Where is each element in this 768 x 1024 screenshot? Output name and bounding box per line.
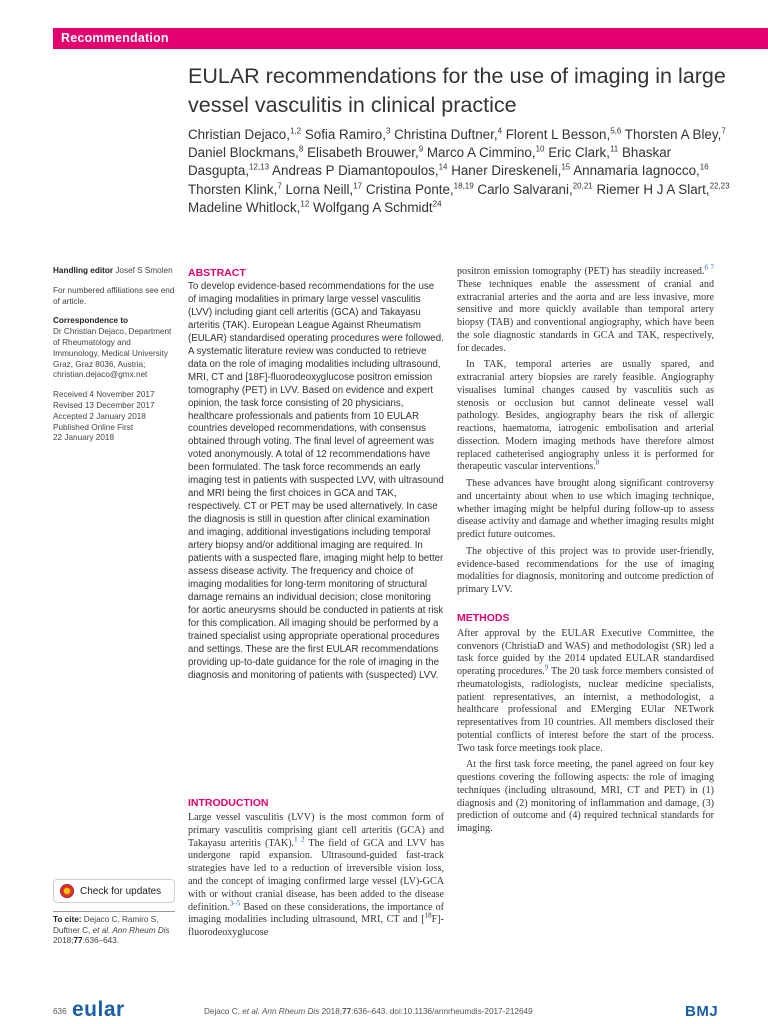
reference-link[interactable]: 8 (595, 458, 600, 467)
author-affiliation[interactable]: 16 (699, 162, 709, 172)
body-paragraph (457, 359, 714, 474)
author-affiliation[interactable]: 8 (298, 144, 304, 154)
crossmark-icon (60, 884, 74, 898)
date-published-label: Published Online First (53, 422, 134, 432)
author-affiliation[interactable]: 7 (721, 126, 726, 136)
page-number: 636 (53, 1007, 67, 1016)
check-for-updates-label: Check for updates (80, 885, 162, 897)
author-affiliation[interactable]: 24 (432, 199, 442, 209)
author-name: Madeline Whitlock, (188, 199, 301, 215)
correspondence (53, 316, 175, 381)
footer-authors: Dejaco C, (204, 1007, 243, 1016)
bmj-logo: BMJ (685, 1003, 719, 1020)
author-name: Lorna Neill, (281, 181, 354, 197)
footer-journal: et al. Ann Rheum Dis (242, 1007, 320, 1016)
author-affiliation[interactable]: 7 (277, 181, 282, 191)
handling-editor-label: Handling editor (53, 266, 114, 275)
intro-text-2: The field of GCA and LVV has undergone rapid expansion. Ultrasound-guided fast-track strategies have led to a reduction of irreversible vision loss, and the concept of imaging confirmed large vessel (LV)-GCA with or without cranial disease, has been added to the disease definition. (188, 837, 445, 913)
author-name: Daniel Blockmans, (188, 145, 299, 161)
date-accepted: Accepted 2 January 2018 (53, 411, 146, 421)
author-name: Annamaria Iagnocco, (570, 163, 700, 179)
body-text: positron emission tomography (PET) has steadily increased. (457, 266, 705, 277)
body-text: These techniques enable the assessment of cranial and extracranial arteries and the aorta and are less invasive, more sensitive and more quickly available than temporal artery biopsy (TAB) and conventional angiography, which have been the sole diagnostic standards in GCA and TAK, respectively, for decades. (457, 278, 714, 354)
author-affiliation[interactable]: 20,21 (572, 181, 593, 191)
intro-text-3: Based on these considerations, the importance of imaging modalities including ultrasound, MRI, CT and [ (188, 901, 444, 926)
citation-authors: Dejaco C, Ramiro S, Duftner C, (53, 915, 159, 935)
abstract-heading: ABSTRACT (188, 267, 246, 279)
methods-heading: METHODS (457, 611, 510, 624)
citation-year: 2018; (53, 936, 74, 946)
author-name: Marco A Cimmino, (423, 145, 536, 161)
author-affiliation[interactable]: 4 (497, 126, 503, 136)
intro-text-4: F]-fluorodeoxyglucose (188, 914, 444, 939)
body-text: After approval by the EULAR Executive Committee, the convenors (ChristiaD and WAS) and methodologist (SR) led a task force guided by the 2014 updated EULAR standardised operating procedures. (457, 627, 714, 677)
section-banner: Recommendation (53, 28, 768, 49)
handling-editor-name: Josef S Smolen (113, 266, 173, 275)
author-affiliation[interactable]: 22,23 (709, 181, 730, 191)
footer-citation (204, 1007, 533, 1016)
author-name: Bhaskar Dasgupta, (188, 145, 672, 179)
right-column (457, 263, 715, 840)
author-name: Eric Clark, (544, 145, 610, 161)
author-name: Carlo Salvarani, (473, 181, 573, 197)
affiliations-note: For numbered affiliations see end of article. (53, 285, 175, 306)
body-text: In TAK, temporal arteries are usually spared, and extracranial artery biopsies are rarely feasible. Angiography visualises luminal changes caused by vasculitis such as stenosis or occlusion but cannot delineate vessel wall pathology. Besides, angiography bears the risk of allergic reactions, haematoma, iatrogenic embolisation and arterial dissection. Modern imaging methods have therefore almost replaced catheterised angiography unless it is performed for therapeutic vascular interventions. (457, 359, 714, 473)
correspondence-label: Correspondence to (53, 316, 129, 326)
introduction-paragraph (188, 812, 444, 940)
author-affiliation[interactable]: 15 (561, 162, 571, 172)
author-affiliation[interactable]: 1,2 (289, 126, 302, 136)
footer-volume: 77 (342, 1007, 352, 1016)
correspondence-text[interactable]: Dr Christian Dejaco, Department of Rheumatology and Immunology, Medical University Graz, Graz 8036, Austria; christian.dejaco@gmx.net (53, 327, 172, 380)
reference-link[interactable]: 3–5 (229, 899, 241, 908)
reference-link[interactable]: 1 2 (294, 835, 305, 844)
author-affiliation[interactable]: 11 (609, 144, 619, 154)
author-name: Andreas P Diamantopoulos, (269, 163, 439, 179)
check-for-updates-button[interactable] (53, 879, 175, 903)
author-name: Christina Duftner, (390, 127, 498, 142)
author-name: Haner Direskeneli, (447, 163, 562, 179)
author-name: Riemer H J A Slart, (592, 181, 710, 197)
date-published: 22 January 2018 (53, 433, 114, 443)
intro-text-1: Large vessel vasculitis (LVV) is the most common form of primary vasculitis comprising giant cell arteritis (GCA) and Takayasu arteritis (TAK). (188, 812, 444, 849)
author-name: Thorsten Klink, (188, 181, 278, 197)
author-affiliation[interactable]: 3 (385, 126, 391, 136)
body-paragraph: These advances have brought along significant controversy and uncertainty about when to use which imaging technique, whether imaging might be helpful during follow-up to assess disease activity and damage and whether imaging results might predict future outcomes. (457, 478, 714, 540)
author-name: Elisabeth Brouwer, (303, 145, 419, 161)
methods-paragraph: At the first task force meeting, the panel agreed on four key questions covering the following aspects: the role of imaging techniques (including ultrasound, MRI, CT and PET) in (1) diagnosis and (2) monitoring of inflammation and damage, (3) prediction of outcome and (4) required technical standards for imaging. (457, 759, 714, 834)
author-name: Florent L Besson, (502, 127, 611, 142)
citation-label: To cite: (53, 915, 82, 924)
isotope-superscript: 18 (424, 912, 432, 921)
author-affiliation[interactable]: 12,13 (249, 162, 270, 172)
article-dates (53, 390, 175, 444)
citation-pages: :636–643. (82, 936, 120, 946)
author-affiliation[interactable]: 9 (418, 144, 424, 154)
author-affiliation[interactable]: 12 (300, 199, 310, 209)
introduction-heading: INTRODUCTION (188, 797, 269, 809)
body-paragraph: The objective of this project was to provide user-friendly, evidence-based recommendations for the use of imaging modalities for diagnosis, monitoring and outcome prediction of primary LVV. (457, 545, 714, 595)
eular-logo: eular (72, 998, 125, 1021)
citation-journal: et al. Ann Rheum Dis (92, 925, 170, 935)
author-affiliation[interactable]: 10 (535, 144, 545, 154)
body-paragraph (457, 263, 715, 355)
abstract-section (188, 266, 444, 683)
author-affiliation[interactable]: 5,6 (610, 126, 622, 136)
author-affiliation[interactable]: 17 (353, 181, 363, 191)
author-name: Sofia Ramiro, (301, 127, 386, 142)
author-name: Cristina Ponte, (362, 181, 454, 197)
author-name: Wolfgang A Schmidt (309, 199, 433, 215)
date-received: Received 4 November 2017 (53, 390, 155, 400)
reference-link[interactable]: 6 7 (704, 263, 715, 272)
handling-editor (53, 266, 175, 277)
body-text: The 20 task force members consisted of rheumatologists, radiologists, nuclear medicine specialists, patient representatives, an internist, a methodologist, a healthcare professional and EMerging EUlar NETwork representatives from 10 countries. All members disclosed their potential conflicts of interest before the start of the process. Two task force meetings took place. (457, 666, 714, 754)
reference-link[interactable]: 9 (544, 663, 549, 672)
author-name: Thorsten A Bley, (621, 127, 722, 142)
citation-box (53, 911, 175, 947)
citation-volume: 77 (73, 936, 83, 946)
introduction-section (188, 796, 444, 940)
author-list (188, 126, 733, 217)
methods-paragraph (457, 628, 714, 756)
author-affiliation[interactable]: 18,19 (453, 181, 474, 191)
abstract-text: To develop evidence-based recommendations for the use of imaging modalities in primary large vessel vasculitis (LVV) including giant cell arteritis (GCA) and Takayasu arteritis (TAK). European League Against Rheumatism (EULAR) standardised operating procedures were followed. A systematic literature review was conducted to retrieve data on the role of imaging modalities including ultrasound, MRI, CT and [18F]-fluorodeoxyglucose positron emission tomography (PET) in LVV. Based on evidence and expert opinion, the task force consisting of 20 physicians, healthcare professionals and patients from 10 EULAR countries developed recommendations, with consensus obtained through voting. The final level of agreement was voted anonymously. A total of 12 recommendations have been formulated. The task force recommends an early imaging test in patients with suspected LVV, with ultrasound and MRI being the first choices in GCA and TAK, respectively. CT or PET may be used alternatively. In case the diagnosis is still in question after clinical examination and imaging, additional investigations including temporal artery biopsy and/or additional imaging are required. In patients with a suspected flare, imaging might help to better assess disease activity. The frequency and choice of imaging modalities for long-term monitoring of structural damage remains an individual decision; close monitoring for aortic aneurysms should be conducted in patients at risk for this complication. All imaging should be performed by a trained specialist using appropriate operational procedures and settings. These are the first EULAR recommendations providing up-to-date guidance for the role of imaging in the diagnosis and monitoring of patients with (suspected) LVV. (188, 281, 444, 681)
article-sidebar (53, 266, 175, 453)
footer-doi[interactable]: :636–643. doi:10.1136/annrheumdis-2017-212649 (351, 1007, 533, 1016)
author-affiliation[interactable]: 14 (438, 162, 448, 172)
date-revised: Revised 13 December 2017 (53, 400, 155, 410)
footer-year: 2018; (319, 1007, 343, 1016)
article-title: EULAR recommendations for the use of imaging in large vessel vasculitis in clinical practice (188, 64, 726, 117)
author-name: Christian Dejaco, (188, 127, 290, 142)
